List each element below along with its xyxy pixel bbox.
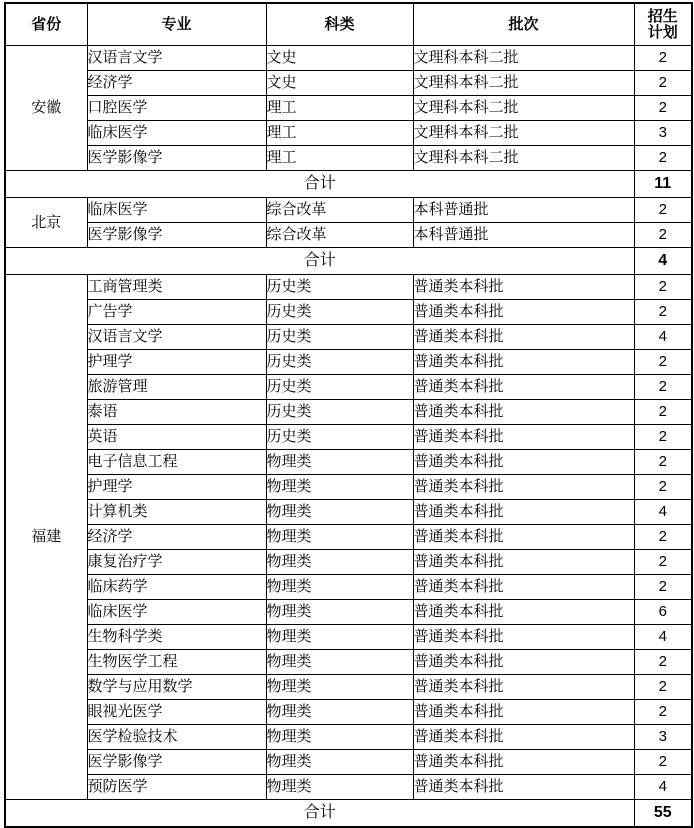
cell-major: 电子信息工程 xyxy=(87,450,266,475)
cell-batch: 文理科本科二批 xyxy=(413,46,634,71)
section-total-row xyxy=(5,248,692,275)
cell-batch: 普通类本科批 xyxy=(413,575,634,600)
table-row xyxy=(5,425,692,450)
cell-batch: 普通类本科批 xyxy=(413,500,634,525)
cell-batch: 普通类本科批 xyxy=(413,275,634,300)
column-header-category: 科类 xyxy=(266,3,413,46)
cell-province: 福建 xyxy=(5,275,87,800)
table-row xyxy=(5,275,692,300)
table-row xyxy=(5,325,692,350)
table-row xyxy=(5,146,692,171)
cell-major: 预防医学 xyxy=(87,775,266,800)
cell-sci: 历史类 xyxy=(266,275,413,300)
cell-quota: 2 xyxy=(634,575,692,600)
cell-sci: 物理类 xyxy=(266,575,413,600)
cell-major: 医学影像学 xyxy=(87,223,266,248)
cell-sci: 物理类 xyxy=(266,750,413,775)
cell-major: 口腔医学 xyxy=(87,96,266,121)
cell-quota: 2 xyxy=(634,300,692,325)
cell-sci: 历史类 xyxy=(266,375,413,400)
cell-batch: 文理科本科二批 xyxy=(413,71,634,96)
cell-batch: 普通类本科批 xyxy=(413,300,634,325)
table-row xyxy=(5,650,692,675)
cell-sci: 历史类 xyxy=(266,350,413,375)
table-row xyxy=(5,750,692,775)
cell-major: 护理学 xyxy=(87,475,266,500)
section-total-row xyxy=(5,800,692,828)
table-row xyxy=(5,375,692,400)
section-total-value: 4 xyxy=(634,248,692,275)
section-total-label: 合计 xyxy=(5,171,634,198)
section-total-row xyxy=(5,171,692,198)
table-row xyxy=(5,121,692,146)
cell-major: 临床医学 xyxy=(87,600,266,625)
table-row xyxy=(5,625,692,650)
cell-batch: 普通类本科批 xyxy=(413,750,634,775)
column-header-quota-line1: 招生 xyxy=(647,7,678,25)
cell-sci: 文史 xyxy=(266,71,413,96)
cell-sci: 物理类 xyxy=(266,625,413,650)
cell-batch: 本科普通批 xyxy=(413,223,634,248)
cell-quota: 2 xyxy=(634,400,692,425)
cell-sci: 物理类 xyxy=(266,450,413,475)
cell-sci: 综合改革 xyxy=(266,198,413,223)
column-header-major: 专业 xyxy=(87,3,266,46)
table-row xyxy=(5,775,692,800)
cell-batch: 普通类本科批 xyxy=(413,525,634,550)
cell-quota: 3 xyxy=(634,121,692,146)
cell-quota: 2 xyxy=(634,275,692,300)
cell-batch: 本科普通批 xyxy=(413,198,634,223)
cell-batch: 普通类本科批 xyxy=(413,600,634,625)
cell-major: 旅游管理 xyxy=(87,375,266,400)
table-row xyxy=(5,500,692,525)
cell-quota: 2 xyxy=(634,198,692,223)
cell-batch: 普通类本科批 xyxy=(413,325,634,350)
cell-sci: 物理类 xyxy=(266,775,413,800)
cell-quota: 2 xyxy=(634,223,692,248)
column-header-quota-line2: 计划 xyxy=(647,23,678,41)
cell-major: 汉语言文学 xyxy=(87,325,266,350)
cell-quota: 2 xyxy=(634,375,692,400)
table-body xyxy=(5,46,692,828)
cell-province: 安徽 xyxy=(5,46,87,171)
cell-batch: 普通类本科批 xyxy=(413,725,634,750)
table-row xyxy=(5,223,692,248)
cell-sci: 理工 xyxy=(266,96,413,121)
cell-batch: 普通类本科批 xyxy=(413,550,634,575)
cell-batch: 文理科本科二批 xyxy=(413,121,634,146)
cell-batch: 普通类本科批 xyxy=(413,700,634,725)
cell-quota: 2 xyxy=(634,525,692,550)
cell-major: 临床医学 xyxy=(87,198,266,223)
cell-sci: 物理类 xyxy=(266,500,413,525)
table-row xyxy=(5,475,692,500)
cell-major: 护理学 xyxy=(87,350,266,375)
cell-major: 康复治疗学 xyxy=(87,550,266,575)
table-row xyxy=(5,600,692,625)
table-row xyxy=(5,300,692,325)
table-header xyxy=(5,3,692,46)
column-header-province: 省份 xyxy=(5,3,87,46)
cell-batch: 普通类本科批 xyxy=(413,775,634,800)
cell-sci: 物理类 xyxy=(266,675,413,700)
cell-major: 计算机类 xyxy=(87,500,266,525)
cell-major: 临床药学 xyxy=(87,575,266,600)
cell-batch: 普通类本科批 xyxy=(413,425,634,450)
cell-quota: 2 xyxy=(634,450,692,475)
enrollment-plan-table xyxy=(4,2,693,828)
cell-sci: 历史类 xyxy=(266,425,413,450)
cell-sci: 历史类 xyxy=(266,400,413,425)
cell-batch: 文理科本科二批 xyxy=(413,96,634,121)
cell-quota: 2 xyxy=(634,475,692,500)
cell-sci: 物理类 xyxy=(266,600,413,625)
cell-sci: 物理类 xyxy=(266,700,413,725)
cell-batch: 普通类本科批 xyxy=(413,400,634,425)
table-row xyxy=(5,71,692,96)
cell-quota: 2 xyxy=(634,650,692,675)
table-row xyxy=(5,550,692,575)
cell-quota: 2 xyxy=(634,425,692,450)
cell-quota: 6 xyxy=(634,600,692,625)
cell-major: 英语 xyxy=(87,425,266,450)
cell-quota: 4 xyxy=(634,325,692,350)
table-row xyxy=(5,400,692,425)
section-total-label: 合计 xyxy=(5,248,634,275)
cell-major: 生物医学工程 xyxy=(87,650,266,675)
cell-sci: 理工 xyxy=(266,146,413,171)
table-row xyxy=(5,525,692,550)
column-header-batch: 批次 xyxy=(413,3,634,46)
cell-batch: 普通类本科批 xyxy=(413,650,634,675)
cell-batch: 普通类本科批 xyxy=(413,475,634,500)
section-total-value: 11 xyxy=(634,171,692,198)
cell-sci: 物理类 xyxy=(266,550,413,575)
cell-quota: 4 xyxy=(634,775,692,800)
cell-quota: 2 xyxy=(634,550,692,575)
cell-quota: 2 xyxy=(634,700,692,725)
table-row xyxy=(5,700,692,725)
cell-sci: 历史类 xyxy=(266,325,413,350)
cell-batch: 普通类本科批 xyxy=(413,450,634,475)
cell-batch: 普通类本科批 xyxy=(413,375,634,400)
cell-sci: 物理类 xyxy=(266,650,413,675)
section-total-label: 合计 xyxy=(5,800,634,828)
cell-sci: 文史 xyxy=(266,46,413,71)
cell-province: 北京 xyxy=(5,198,87,248)
cell-major: 生物科学类 xyxy=(87,625,266,650)
cell-sci: 理工 xyxy=(266,121,413,146)
cell-major: 临床医学 xyxy=(87,121,266,146)
table-row xyxy=(5,575,692,600)
table-row xyxy=(5,198,692,223)
cell-quota: 2 xyxy=(634,750,692,775)
cell-quota: 2 xyxy=(634,46,692,71)
table-row xyxy=(5,46,692,71)
cell-quota: 2 xyxy=(634,71,692,96)
cell-quota: 2 xyxy=(634,146,692,171)
table-row xyxy=(5,96,692,121)
cell-sci: 综合改革 xyxy=(266,223,413,248)
cell-major: 医学影像学 xyxy=(87,146,266,171)
cell-quota: 4 xyxy=(634,625,692,650)
cell-quota: 4 xyxy=(634,500,692,525)
cell-major: 广告学 xyxy=(87,300,266,325)
cell-major: 经济学 xyxy=(87,525,266,550)
table-row xyxy=(5,675,692,700)
cell-sci: 物理类 xyxy=(266,525,413,550)
cell-sci: 历史类 xyxy=(266,300,413,325)
cell-quota: 2 xyxy=(634,96,692,121)
cell-major: 汉语言文学 xyxy=(87,46,266,71)
cell-major: 医学检验技术 xyxy=(87,725,266,750)
cell-major: 医学影像学 xyxy=(87,750,266,775)
cell-batch: 文理科本科二批 xyxy=(413,146,634,171)
cell-batch: 普通类本科批 xyxy=(413,625,634,650)
cell-major: 数学与应用数学 xyxy=(87,675,266,700)
table-row xyxy=(5,450,692,475)
cell-quota: 2 xyxy=(634,675,692,700)
column-header-quota xyxy=(634,3,692,46)
header-row xyxy=(5,3,692,46)
section-total-value: 55 xyxy=(634,800,692,828)
table-row xyxy=(5,725,692,750)
cell-batch: 普通类本科批 xyxy=(413,350,634,375)
cell-major: 眼视光医学 xyxy=(87,700,266,725)
cell-quota: 3 xyxy=(634,725,692,750)
cell-quota: 2 xyxy=(634,350,692,375)
cell-major: 经济学 xyxy=(87,71,266,96)
cell-major: 泰语 xyxy=(87,400,266,425)
cell-batch: 普通类本科批 xyxy=(413,675,634,700)
table-row xyxy=(5,350,692,375)
cell-sci: 物理类 xyxy=(266,475,413,500)
cell-sci: 物理类 xyxy=(266,725,413,750)
cell-major: 工商管理类 xyxy=(87,275,266,300)
